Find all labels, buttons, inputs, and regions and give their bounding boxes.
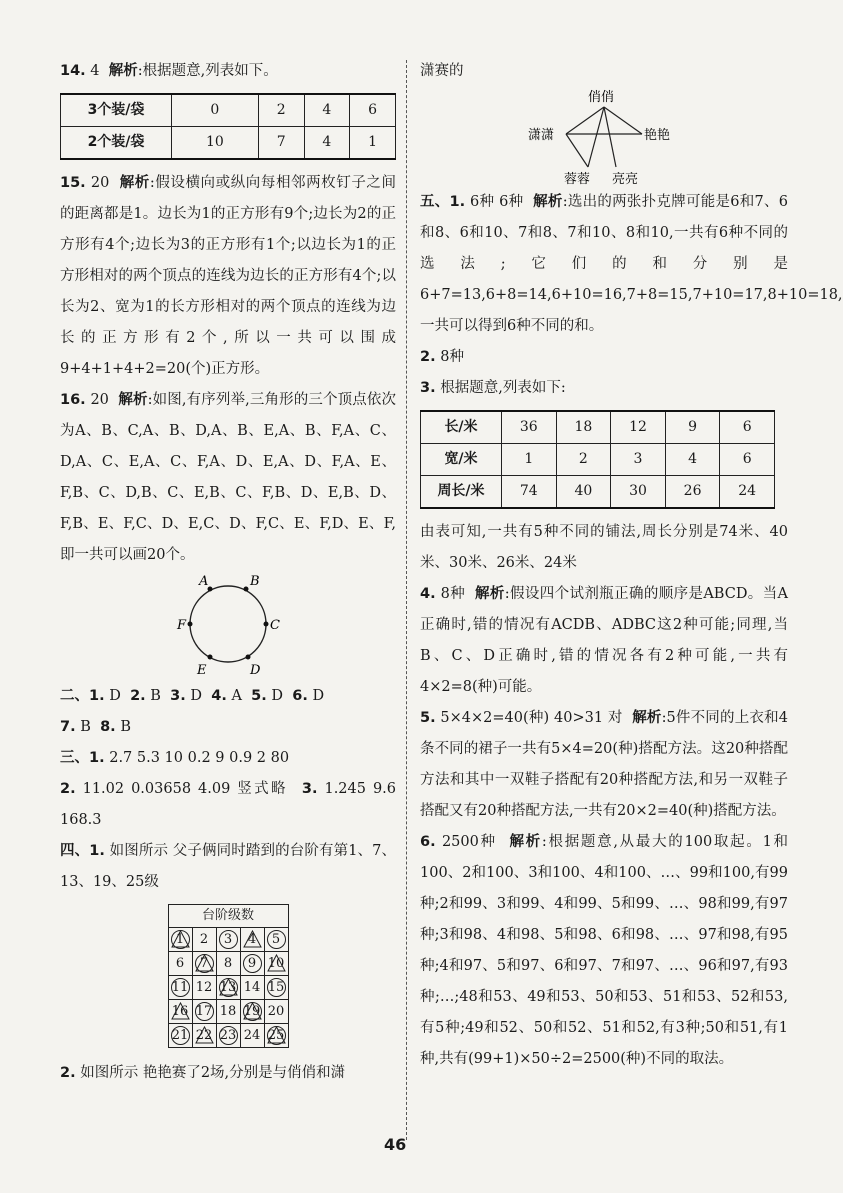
item-ans: D [109,688,121,704]
cell: 36 [502,411,557,444]
sec5-q2-num: 2. [420,349,436,365]
cell: 6 [720,411,775,444]
row-header: 长/米 [421,411,502,444]
table-row [61,94,396,127]
step-number: 20 [267,1004,285,1019]
item-ans: D [312,688,325,704]
sec5-q2-answer: 8种 [440,349,464,365]
continued-text: 潇赛的 [420,63,464,79]
label-d: D [250,663,261,678]
q15 [60,168,396,385]
q14-text: :根据题意,列表如下。 [137,63,278,79]
cell: 74 [502,476,557,509]
circle-figure [153,571,303,681]
steps-table [168,904,289,1048]
sec4-q2 [60,1058,396,1089]
item-num: 2. [130,688,146,704]
step-cell [264,1000,288,1024]
sec5-q4-num: 4. [420,586,436,602]
node-liangliang: 亮亮 [612,172,639,187]
sec5-q4-keyword: 解析 [475,586,505,602]
cell: 4 [304,94,350,127]
sec5-q4 [420,579,788,703]
step-cell [216,928,240,952]
step-cell [168,928,192,952]
step-number: 3 [223,932,233,947]
step-cell [240,952,264,976]
point-c [264,622,269,627]
step-number: 19 [243,1004,261,1019]
sec5-q2 [420,342,788,373]
step-cell [168,976,192,1000]
q15-text: :假设横向或纵向每相邻两枚钉子之间的距离都是1。边长为1的正方形有9个;边长为2的正方形有4个;边长为3的正方形有1个;以边长为1的正方形相对的两个顶点的连线为边长的正方形有4个;以长为2、宽为1的长方形相对的两个顶点的连线为边长的正方形有2个,所以一共可以围成9+4+1+4+2=20(个)正方形。 [60,175,396,377]
q14-answer: 4 [90,63,100,79]
step-number: 12 [195,980,213,995]
q14-table [60,93,396,160]
step-cell [192,952,216,976]
sec5-q1-text: :选出的两张扑克牌可能是6和7、6和8、6和10、7和8、7和10、8和10,一共有6种不同的选法;它们的和分别是6+7=13,6+8=14,6+10=16,7+8=15,7+10=17,8+10=18,一共可以得到6种不同的和。 [420,194,843,334]
step-number: 2 [199,932,209,947]
row-header: 2个装/袋 [61,127,172,160]
sec3-q1-num: 1. [89,750,105,766]
step-cell [264,952,288,976]
sec3-q1-text: 2.7 5.3 10 0.2 9 0.9 2 80 [109,750,290,766]
step-cell [192,1000,216,1024]
sec5-q5-text: :5件不同的上衣和4条不同的裙子一共有5×4=20(种)搭配方法。这20种搭配方法和其中一双鞋子搭配有20种搭配方法,和另一双鞋子搭配又有20种搭配方法,一共有20×2=40(种)搭配方法。 [420,710,789,819]
node-yanyan: 艳艳 [644,128,671,143]
node-xiaoxiao: 潇潇 [528,128,555,143]
sec5-q6-answer: 2500种 [441,834,497,850]
row-header: 3个装/袋 [61,94,172,127]
sec3-q2-num: 2. [60,781,76,797]
step-number: 11 [171,980,189,995]
sec5-q6-num: 6. [420,834,436,850]
edge [566,134,588,167]
step-number: 5 [271,932,281,947]
q16-keyword: 解析 [118,392,148,408]
item-ans: B [120,719,131,735]
sec5-q5-num: 5. [420,710,436,726]
q15-answer: 20 [90,175,110,191]
cell: 6 [350,94,396,127]
sec5-q1-keyword: 解析 [533,194,563,210]
sec2-head: 二、 [60,688,89,704]
step-cell [264,976,288,1000]
sec3 [60,743,396,836]
point-d [246,655,251,660]
sec4-q1-num: 1. [89,843,105,859]
item-num: 1. [89,688,105,704]
item-ans: D [271,688,284,704]
step-number: 23 [219,1028,237,1043]
sec5-q1 [420,187,843,342]
q16-answer: 20 [90,392,109,408]
sec5-q6-keyword: 解析 [509,834,542,850]
cell: 1 [350,127,396,160]
step-cell [240,1000,264,1024]
cell: 30 [611,476,666,509]
sec5-q4-text: :假设四个试剂瓶正确的顺序是ABCD。当A正确时,错的情况有ACDB、ADBC这2种可能;同理,当B、C、D正确时,错的情况各有2种可能,一共有4×2=8(种)可能。 [420,586,789,695]
edge [604,107,642,134]
step-number: 8 [223,956,233,971]
table-row [61,127,396,160]
sec5-q3-text: 根据题意,列表如下: [440,380,566,396]
step-number: 22 [195,1028,213,1043]
step-cell [192,1024,216,1048]
cell: 24 [720,476,775,509]
sec5-q5 [420,703,788,827]
sec5-q3 [420,373,788,404]
item-num: 8. [100,719,116,735]
item-num: 3. [170,688,186,704]
step-number: 16 [171,1004,189,1019]
sec5-q3-num: 3. [420,380,436,396]
q16-number: 16. [60,392,86,408]
item-ans: D [190,688,203,704]
q15-keyword: 解析 [119,175,150,191]
cell: 12 [611,411,666,444]
step-number: 13 [219,980,237,995]
cell: 2 [556,444,611,476]
sec3-q2-text: 11.02 0.03658 4.09 竖式略 [82,781,288,797]
step-cell [216,976,240,1000]
step-cell [168,1024,192,1048]
point-b [244,587,249,592]
steps-title: 台阶级数 [168,905,288,928]
step-number: 14 [243,980,261,995]
sec4-q2-text: 如图所示 艳艳赛了2场,分别是与俏俏和潇 [80,1065,346,1081]
sec5-q6-text: :根据题意,从最大的100取起。1和100、2和100、3和100、4和100、…、99和100,有99种;2和99、3和99、4和99、5和99、…、98和99,有97种;3和98、4和98、5和98、6和98、…、97和98,有95种;4和97、5和97、6和97、7和97、…、96和97,有93种;…;48和53、49和53、50和53、51和53、52和53,有5种;49和52、50和52、51和52,有3种;50和51,有1种,共有(99+1)×50÷2=2500(种)不同的取法。 [420,834,789,1067]
q14-number: 14. [60,63,86,79]
sec5-q5-answer: 5×4×2=40(种) 40>31 对 [440,710,623,726]
row-header: 宽/米 [421,444,502,476]
cell: 26 [665,476,720,509]
sec5-q5-keyword: 解析 [632,710,662,726]
item-num: 7. [60,719,76,735]
step-cell [168,1000,192,1024]
cell: 7 [258,127,304,160]
cell: 0 [172,94,259,127]
step-cell [192,928,216,952]
sec4 [60,836,396,898]
cell: 6 [720,444,775,476]
label-b: B [250,574,260,589]
sec4-q1-text: 如图所示 父子俩同时踏到的台阶有第1、7、13、19、25级 [60,843,397,890]
sec2 [60,681,396,743]
step-number: 9 [247,956,257,971]
q16-text: :如图,有序列举,三角形的三个顶点依次为A、B、C,A、B、D,A、B、E,A、B、F,A、C、D,A、C、E,A、C、F,A、D、E,A、D、F,A、E、F,B、C、D,B、C、E,B、C、F,B、D、E,B、D、F,B、E、F,C、D、E,C、D、F,C、E、F,D、E、F,即一共可以画20个。 [60,392,397,563]
step-cell [192,976,216,1000]
item-num: 5. [251,688,267,704]
circle [190,586,266,662]
edge [604,107,616,167]
step-number: 6 [175,956,185,971]
cell: 40 [556,476,611,509]
step-cell [264,928,288,952]
sec4-head: 四、 [60,843,90,859]
q14 [60,56,396,87]
step-number: 18 [219,1004,237,1019]
table-row [421,444,775,476]
item-num: 4. [211,688,227,704]
q3-table [420,410,775,509]
step-cell [240,928,264,952]
sec3-q3-num: 3. [301,781,318,797]
item-num: 6. [292,688,308,704]
column-divider [406,60,407,1140]
sec5-q1-answer: 6种 6种 [470,194,524,210]
step-cell [216,1024,240,1048]
step-number: 24 [243,1028,261,1043]
sec4-q2-num: 2. [60,1065,76,1081]
step-number: 25 [267,1028,285,1043]
step-number: 1 [175,932,185,947]
left-column [60,56,396,1089]
cell: 1 [502,444,557,476]
sec5-q1-num: 1. [449,194,466,210]
q3-conclusion: 由表可知,一共有5种不同的铺法,周长分别是74米、40米、30米、26米、24米 [420,524,788,571]
cell: 9 [665,411,720,444]
label-f: F [177,618,187,633]
step-cell [216,952,240,976]
cell: 3 [611,444,666,476]
step-cell [240,1024,264,1048]
node-qiaoqiao: 俏俏 [588,90,615,105]
q16 [60,385,396,571]
cell: 18 [556,411,611,444]
cell: 10 [172,127,259,160]
step-cell [264,1024,288,1048]
step-number: 17 [195,1004,213,1019]
step-number: 7 [199,956,209,971]
step-cell [168,952,192,976]
node-rongrong: 蓉蓉 [564,172,591,187]
item-ans: A [231,688,242,704]
step-cell [216,1000,240,1024]
label-e: E [197,663,207,678]
step-number: 21 [171,1028,189,1043]
q15-number: 15. [60,175,86,191]
row-header: 周长/米 [421,476,502,509]
point-e [208,655,213,660]
item-ans: B [150,688,161,704]
step-cell [240,976,264,1000]
label-a: A [199,574,209,589]
right-column [420,56,843,1075]
step-number: 10 [267,956,285,971]
step-number: 4 [247,932,257,947]
label-c: C [270,618,280,633]
point-f [188,622,193,627]
page-number: 46 [384,1135,407,1154]
sec5-q4-answer: 8种 [440,586,466,602]
sec3-head: 三、 [60,750,89,766]
table-row [421,476,775,509]
item-ans: B [80,719,91,735]
q14-keyword: 解析 [108,63,138,79]
cell: 4 [665,444,720,476]
cell: 4 [304,127,350,160]
step-number: 15 [267,980,285,995]
sec5-head: 五、 [420,194,450,210]
sec3-q3-text: 1.245 9.6 168.3 [60,781,397,828]
match-graph [514,87,694,187]
cell: 2 [258,94,304,127]
sec5-q6 [420,827,788,1075]
table-row [421,411,775,444]
